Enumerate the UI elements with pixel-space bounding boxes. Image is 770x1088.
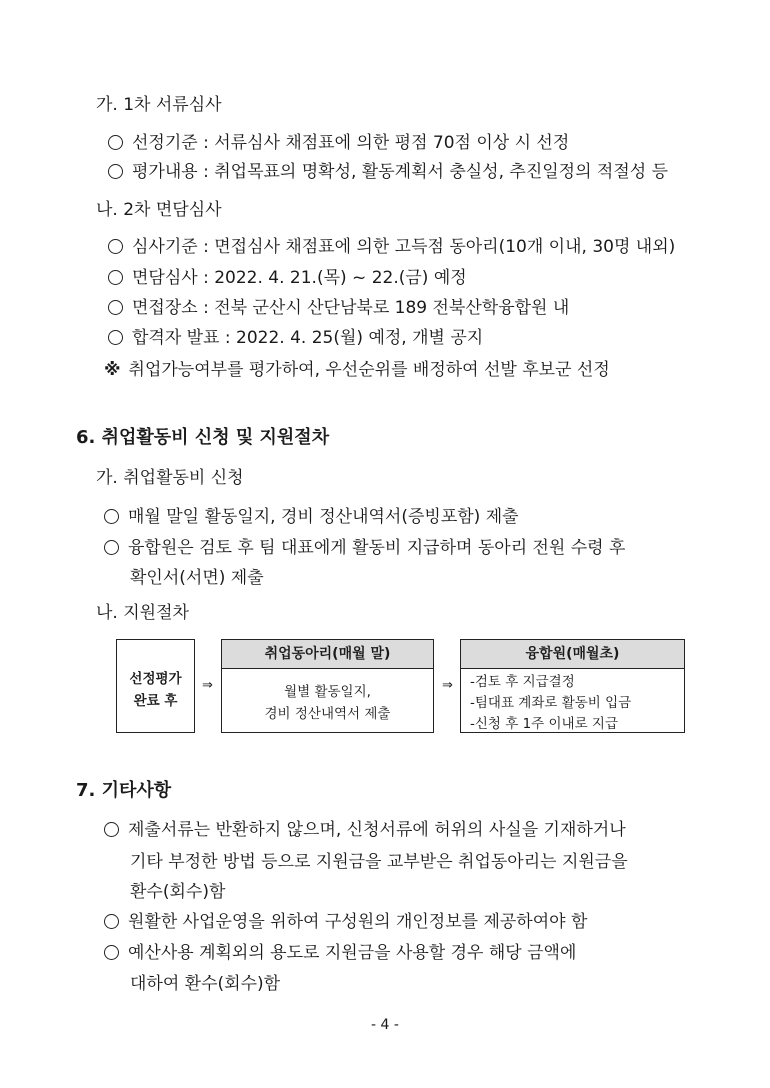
- list-item-text: 원활한 사업운영을 위하여 구성원의 개인정보를 제공하여야 함: [128, 912, 588, 932]
- flow-box-selection-line2: 완료 후: [133, 693, 178, 709]
- arrow-icon: ⇒: [202, 678, 213, 693]
- flow-box-club-line2: 경비 정산내역서 제출: [264, 706, 391, 722]
- reference-mark-icon: ※: [104, 360, 121, 380]
- list-item-text: 매월 말일 활동일지, 경비 정산내역서(증빙포함) 제출: [128, 507, 519, 527]
- list-item-continuation: 대하여 환수(회수)함: [130, 974, 281, 994]
- list-item: [108, 131, 569, 155]
- list-item-text: 심사기준 : 면접심사 채점표에 의한 고득점 동아리(10개 이내, 30명 내외): [132, 237, 676, 257]
- flow-box-selection-line1: 선정평가: [129, 671, 182, 687]
- subheading-support-procedure: 나. 지원절차: [96, 603, 189, 623]
- circle-bullet-icon: [104, 945, 119, 960]
- section-6-title: 6. 취업활동비 신청 및 지원절차: [76, 427, 330, 448]
- page-number: - 4 -: [371, 1017, 399, 1033]
- circle-bullet-icon: [108, 330, 123, 345]
- circle-bullet-icon: [108, 300, 123, 315]
- list-item-text: 제출서류는 반환하지 않으며, 신청서류에 허위의 사실을 기재하거나: [128, 820, 626, 840]
- list-item-text: 면접장소 : 전북 군산시 산단남북로 189 전북산학융합원 내: [132, 298, 570, 318]
- list-item-text: 면담심사 : 2022. 4. 21.(목) ~ 22.(금) 예정: [132, 268, 467, 288]
- list-item: [108, 160, 668, 184]
- list-item: [104, 505, 519, 529]
- list-item-text: 평가내용 : 취업목표의 명확성, 활동계획서 충실성, 추진일정의 적절성 등: [132, 162, 669, 182]
- list-item: [108, 326, 483, 350]
- circle-bullet-icon: [104, 822, 119, 837]
- circle-bullet-icon: [104, 540, 119, 555]
- list-item: [104, 818, 626, 842]
- list-item-text: 합격자 발표 : 2022. 4. 25(월) 예정, 개별 공지: [132, 328, 484, 348]
- list-item: [108, 235, 675, 259]
- heading-interview-screening: 나. 2차 면담심사: [96, 200, 222, 220]
- note-text: 취업가능여부를 평가하여, 우선순위를 배정하여 선발 후보군 선정: [128, 360, 610, 380]
- circle-bullet-icon: [108, 270, 123, 285]
- flow-box-institute-item: -신청 후 1주 이내로 지급: [470, 716, 618, 732]
- circle-bullet-icon: [108, 164, 123, 179]
- list-item: [108, 296, 569, 320]
- flow-box-institute-item: -팀대표 계좌로 활동비 입금: [470, 695, 632, 711]
- flow-box-institute-header: 융합원(매월초): [461, 640, 684, 669]
- section-7-title: 7. 기타사항: [76, 780, 172, 801]
- list-item-text: 융합원은 검토 후 팀 대표에게 활동비 지급하며 동아리 전원 수령 후: [128, 538, 626, 558]
- flow-box-institute: [460, 639, 685, 733]
- circle-bullet-icon: [108, 239, 123, 254]
- circle-bullet-icon: [104, 509, 119, 524]
- list-item-continuation: 확인서(서면) 제출: [130, 568, 264, 588]
- list-item-text: 선정기준 : 서류심사 채점표에 의한 평점 70점 이상 시 선정: [132, 133, 570, 153]
- note-line: [104, 358, 610, 382]
- arrow-icon: ⇒: [442, 678, 453, 693]
- list-item: [104, 536, 625, 560]
- subheading-activity-application: 가. 취업활동비 신청: [96, 468, 244, 488]
- list-item: [108, 266, 467, 290]
- list-item-continuation: 환수(회수)함: [130, 882, 226, 902]
- flow-box-club: [221, 639, 434, 733]
- flow-box-club-line1: 월별 활동일지,: [284, 684, 371, 700]
- flow-box-institute-item: -검토 후 지급결정: [470, 674, 575, 690]
- list-item: [104, 910, 587, 934]
- list-item-text: 예산사용 계획외의 용도로 지원금을 사용할 경우 해당 금액에: [128, 943, 577, 963]
- flow-box-club-header: 취업동아리(매월 말): [222, 640, 433, 669]
- list-item: [104, 941, 576, 965]
- heading-document-screening: 가. 1차 서류심사: [96, 95, 222, 115]
- list-item-continuation: 기타 부정한 방법 등으로 지원금을 교부받은 취업동아리는 지원금을: [130, 852, 628, 872]
- flow-box-selection: [116, 639, 195, 733]
- circle-bullet-icon: [108, 135, 123, 150]
- circle-bullet-icon: [104, 914, 119, 929]
